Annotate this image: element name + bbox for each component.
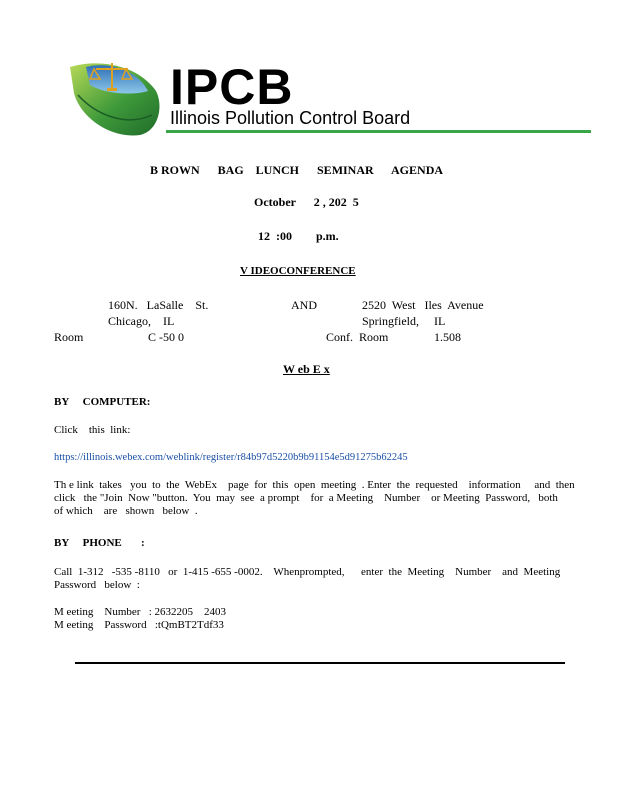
logo-acronym: IPCB — [170, 59, 294, 115]
agenda-date: October 2 , 202 5 — [254, 195, 359, 209]
room-value: C -50 0 — [148, 330, 184, 344]
phone-instructions-line2: Password below : — [54, 579, 140, 591]
and-label: AND — [291, 298, 317, 312]
webex-instructions — [54, 479, 575, 518]
agenda-time: 12 :00 p.m. — [258, 229, 339, 243]
agenda-title: B ROWN BAG LUNCH SEMINAR AGENDA — [150, 163, 444, 177]
click-link-text: Click this link: — [54, 424, 131, 436]
conf-room-value: 1.508 — [434, 330, 461, 344]
bottom-divider — [75, 662, 565, 664]
meeting-password: M eeting Password :tQmBT2Tdf33 — [54, 619, 224, 631]
logo-full-name: Illinois Pollution Control Board — [170, 108, 411, 128]
meeting-credentials — [54, 606, 354, 632]
webex-registration-link[interactable]: https://illinois.webex.com/weblink/register/r84b97d5220b9b91154e5d91275b62245 — [54, 452, 408, 463]
room-label: Room — [54, 330, 84, 344]
right-address-line1: 2520 West Iles Avenue — [362, 298, 484, 312]
webex-heading: W eb E x — [283, 362, 330, 376]
by-computer-heading: BY COMPUTER: — [54, 396, 151, 408]
left-address-line2: Chicago, IL — [108, 314, 175, 328]
logo-emblem — [66, 55, 164, 137]
phone-instructions — [54, 566, 561, 592]
left-address-line1: 160N. LaSalle St. — [108, 298, 209, 312]
by-phone-heading: BY PHONE : — [54, 537, 145, 549]
conf-room-label: Conf. Room — [326, 330, 389, 344]
videoconference-heading-text: V IDEOCONFERENCE — [240, 265, 356, 277]
webex-instructions-line3: of which are shown below . — [54, 505, 198, 517]
right-address-line2: Springfield, IL — [362, 314, 446, 328]
phone-instructions-line1: Call 1-312 -535 -8110 or 1-415 -655 -0002. Whenprompted, enter the Meeting Number and Meeting — [54, 566, 561, 578]
webex-instructions-line2: click the "Join Now "button. You may see a prompt for a Meeting Number or Meeting Password, both — [54, 492, 558, 504]
videoconference-heading — [240, 265, 377, 277]
leaf-scales-icon — [66, 55, 164, 137]
webex-instructions-line1: Th e link takes you to the WebEx page for this open meeting . Enter the requested information and then — [54, 479, 575, 491]
logo-divider — [166, 130, 591, 133]
meeting-number: M eeting Number : 2632205 2403 — [54, 606, 227, 618]
